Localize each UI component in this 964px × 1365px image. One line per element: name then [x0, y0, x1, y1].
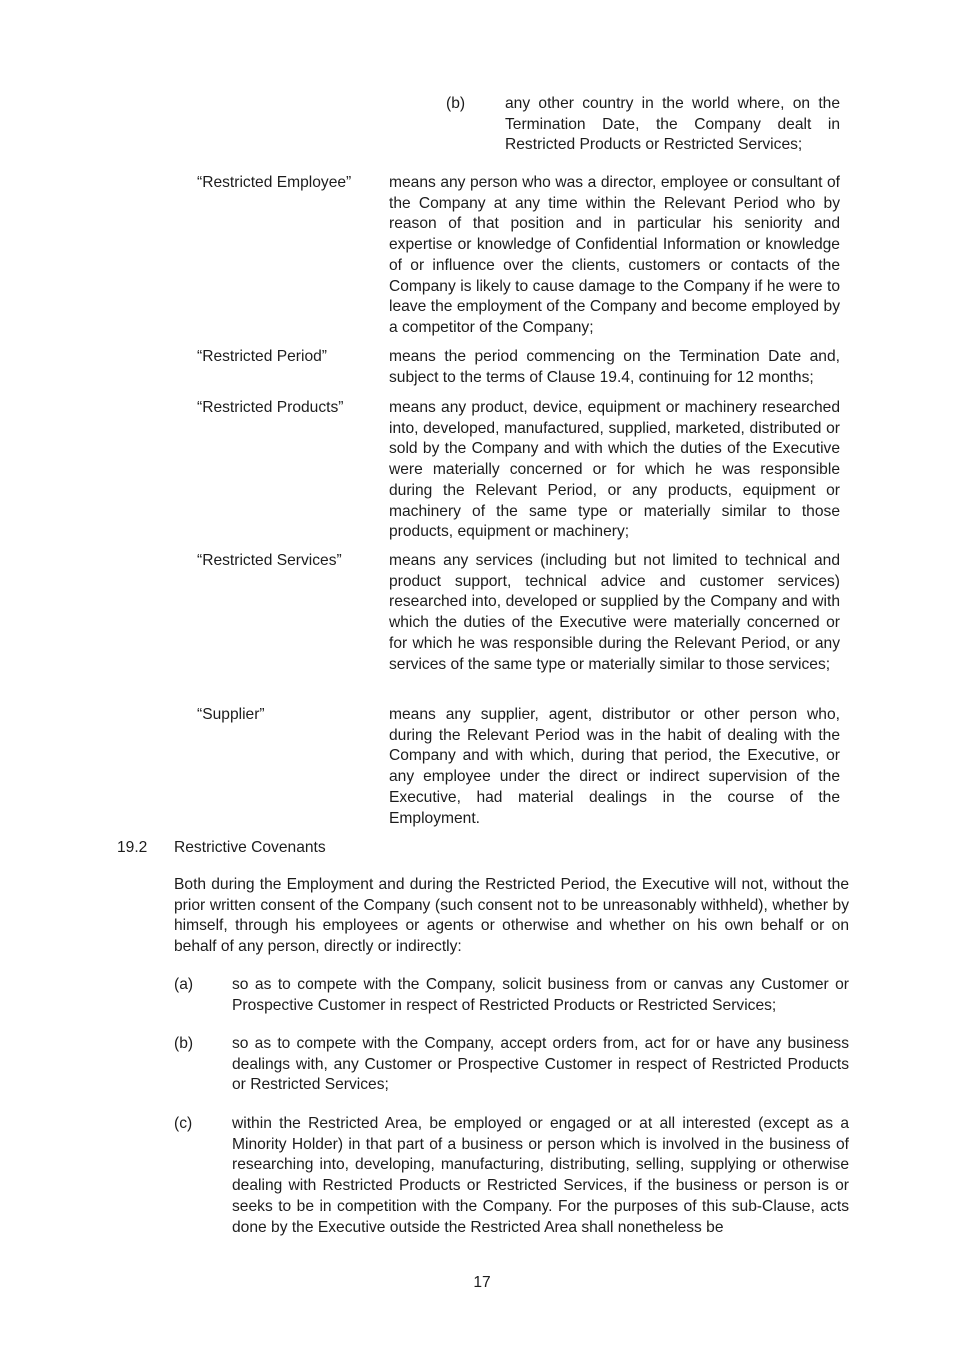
definition-term: “Restricted Products” — [197, 399, 344, 416]
section-number: 19.2 — [117, 839, 148, 856]
definition-term: “Restricted Services” — [197, 552, 342, 569]
definition-meaning: means any person who was a director, employee or consultant of the Company at any time within the Relevant Period who by reason of that position and in particular his seniority and expertise or knowledge of Confidential Information or knowledge of or influence over the clients, customers or contacts of the Company is likely to cause damage to the Company if he were to leave the employment of the Company and become employed by a competitor of the Company; — [389, 174, 840, 336]
covenant-label: (a) — [174, 976, 194, 993]
definition-term: “Restricted Employee” — [197, 174, 352, 191]
covenant-label: (b) — [174, 1035, 194, 1052]
definition-term: “Restricted Period” — [197, 348, 327, 365]
subclause-label: (b) — [446, 95, 466, 112]
definition-meaning: means any services (including but not limited to technical and product support, technical advice and customer services) researched into, developed or supplied by the Company and with which the duties of the Executive were materially concerned or for which he was responsible during the Relevant Period, or any services of the same type or materially similar to those services; — [389, 552, 840, 673]
covenant-text: so as to compete with the Company, solicit business from or canvas any Customer or Prospective Customer in respect of Restricted Products or Restricted Services; — [232, 976, 849, 1014]
covenant-text: so as to compete with the Company, accept orders from, act for or have any business dealings with, any Customer or Prospective Customer in respect of Restricted Products or Restricted Services; — [232, 1035, 849, 1094]
definition-meaning: means the period commencing on the Termination Date and, subject to the terms of Clause 19.4, continuing for 12 months; — [389, 348, 840, 386]
page-number: 17 — [473, 1274, 491, 1291]
definition-meaning: means any supplier, agent, distributor or other person who, during the Relevant Period was in the habit of dealing with the Company and with which, during that period, the Executive, or any employee under the direct or indirect supervision of the Executive, had material dealings in the course of the Employment. — [389, 706, 840, 827]
definition-meaning: means any product, device, equipment or machinery researched into, developed, manufactured, supplied, marketed, distributed or sold by the Company and with which the duties of the Executive were materially concerned or for which he was responsible during the Relevant Period, or any products, equipment or machinery of the same type or materially similar to those products, equipment or machinery; — [389, 399, 840, 541]
covenant-label: (c) — [174, 1115, 193, 1132]
definition-term: “Supplier” — [197, 706, 265, 723]
covenant-text: within the Restricted Area, be employed or engaged or at all interested (except as a Minority Holder) in that part of a business or person which is involved in the business of researching into, developing, manufacturing, distributing, selling, supplying or otherwise dealing with Restricted Products or Restricted Services, if the business or person is or seeks to be in competition with the Company. For the purposes of this sub-Clause, acts done by the Executive outside the Restricted Area shall nonetheless be — [232, 1115, 849, 1236]
section-title: Restrictive Covenants — [174, 839, 326, 856]
section-intro: Both during the Employment and during the Restricted Period, the Executive will not, without the prior written consent of the Company (such consent not to be unreasonably withheld), whether by himself, through his employees or agents or otherwise and whether on his own behalf or on behalf of any person, directly or indirectly: — [174, 876, 849, 956]
subclause-text: any other country in the world where, on the Termination Date, the Company dealt in Restricted Products or Restricted Services; — [505, 95, 840, 154]
